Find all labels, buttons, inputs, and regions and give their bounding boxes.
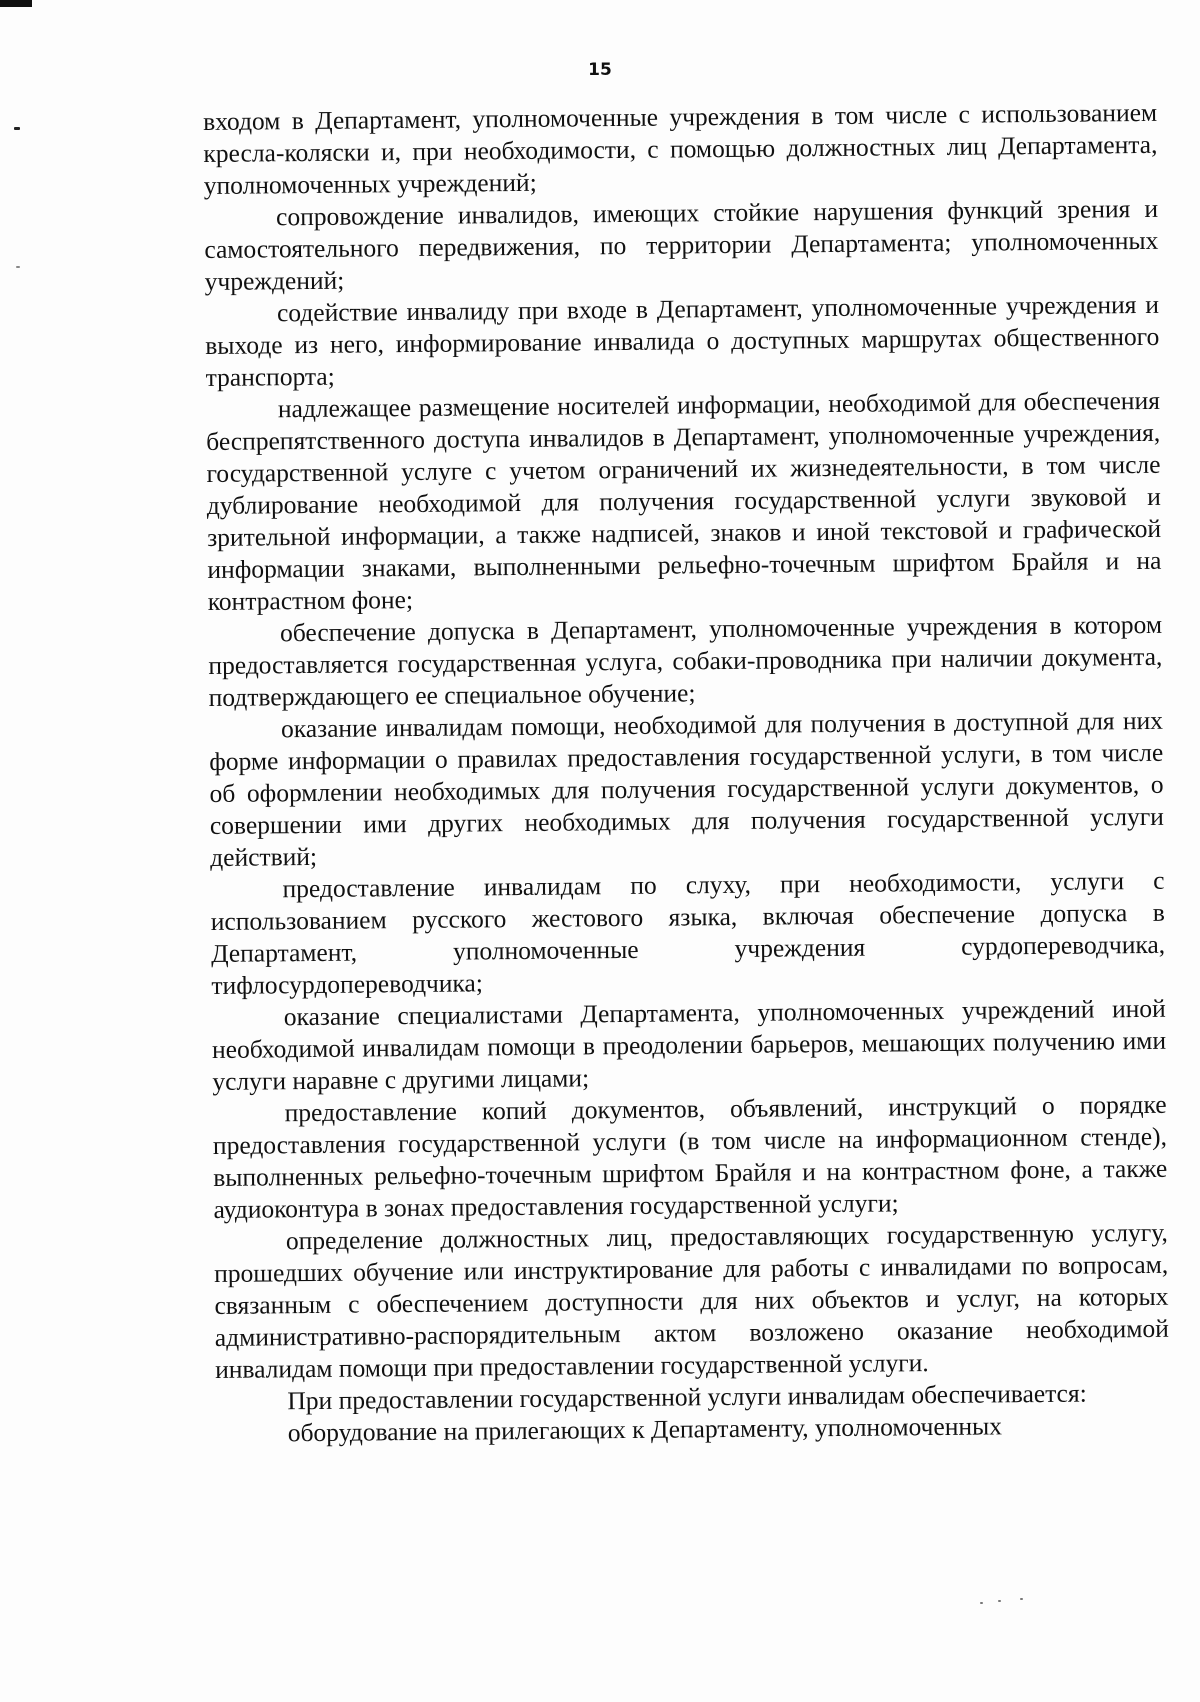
scan-speck [1020,1598,1023,1600]
paragraph: предоставление инвалидам по слуху, при необходимости, услуги с использованием русского жестового языка, включая обеспечение допуска в Департамент, уполномоченные учреждения сурдопереводчика, тифлосурдопереводчика; [210,865,1166,1000]
paragraph: содействие инвалиду при входе в Департамент, уполномоченные учреждения и выходе из него, информирование инвалида о доступных маршрутах общественного транспорта; [205,289,1160,392]
paragraph: надлежащее размещение носителей информации, необходимой для обеспечения беспрепятственного доступа инвалидов в Департамент, уполномоченные учреждения, государственной услуге с учетом ограничений их жизнедеятельности, в том числе дублирование необходимой для получения государственной услуги звуковой и зрительной информации, а также надписей, знаков и иной текстовой и графической информации знаками, выполненными рельефно-точечным шрифтом Брайля и на контрастном фоне; [206,385,1162,616]
scan-speck [980,1602,983,1604]
paragraph: сопровождение инвалидов, имеющих стойкие нарушения функций зрения и самостоятельного передвижения, по территории Департамента; уполномоченных учреждений; [204,193,1159,296]
scan-edge-mark [0,0,32,7]
scan-speck [998,1600,1001,1602]
paragraph: оказание инвалидам помощи, необходимой для получения в доступной для них форме информации о правилах предоставления государственной услуги, в том числе об оформлении необходимых для получения государственной услуги документов, о совершении ими других необходимых для получения государственной услуги действий; [209,705,1165,872]
paragraph: обеспечение допуска в Департамент, уполномоченные учреждения в котором предоставляется государственная услуга, собаки-проводника при наличии документа, подтверждающего ее специальное обучение; [208,609,1163,712]
paragraph: оборудование на прилегающих к Департаменту, уполномоченных [287,1411,1003,1448]
scan-speck [16,266,20,268]
scan-speck [14,127,20,130]
paragraph: определение должностных лиц, предоставляющих государственную услугу, прошедших обучение или инструктирование для работы с инвалидами по вопросам, связанным с обеспечением доступности для них объектов и услуг, на которых административно-распорядительным актом возложено оказание необходимой инвалидам помощи при предоставлении государственной услуги. [214,1217,1169,1384]
page-number: 15 [588,60,612,80]
paragraph: При предоставлении государственной услуги инвалидам обеспечивается: [287,1378,1087,1416]
paragraph: оказание специалистами Департамента, уполномоченных учреждений иной необходимой инвалидам помощи в преодолении барьеров, мешающих получению ими услуги наравне с другими лицами; [211,993,1167,1096]
paragraph: предоставление копий документов, объявлений, инструкций о порядке предоставления государственной услуги (в том числе на информационном стенде), выполненных рельефно-точечным шрифтом Брайля и на контрастном фоне, а также аудиоконтура в зонах предоставления государственной услуги; [212,1089,1168,1224]
paragraph: входом в Департамент, уполномоченные учреждения в том числе с использованием кресла-коляски и, при необходимости, с помощью должностных лиц Департамента, уполномоченных учреждений; [203,97,1158,200]
document-body [203,97,1170,1450]
